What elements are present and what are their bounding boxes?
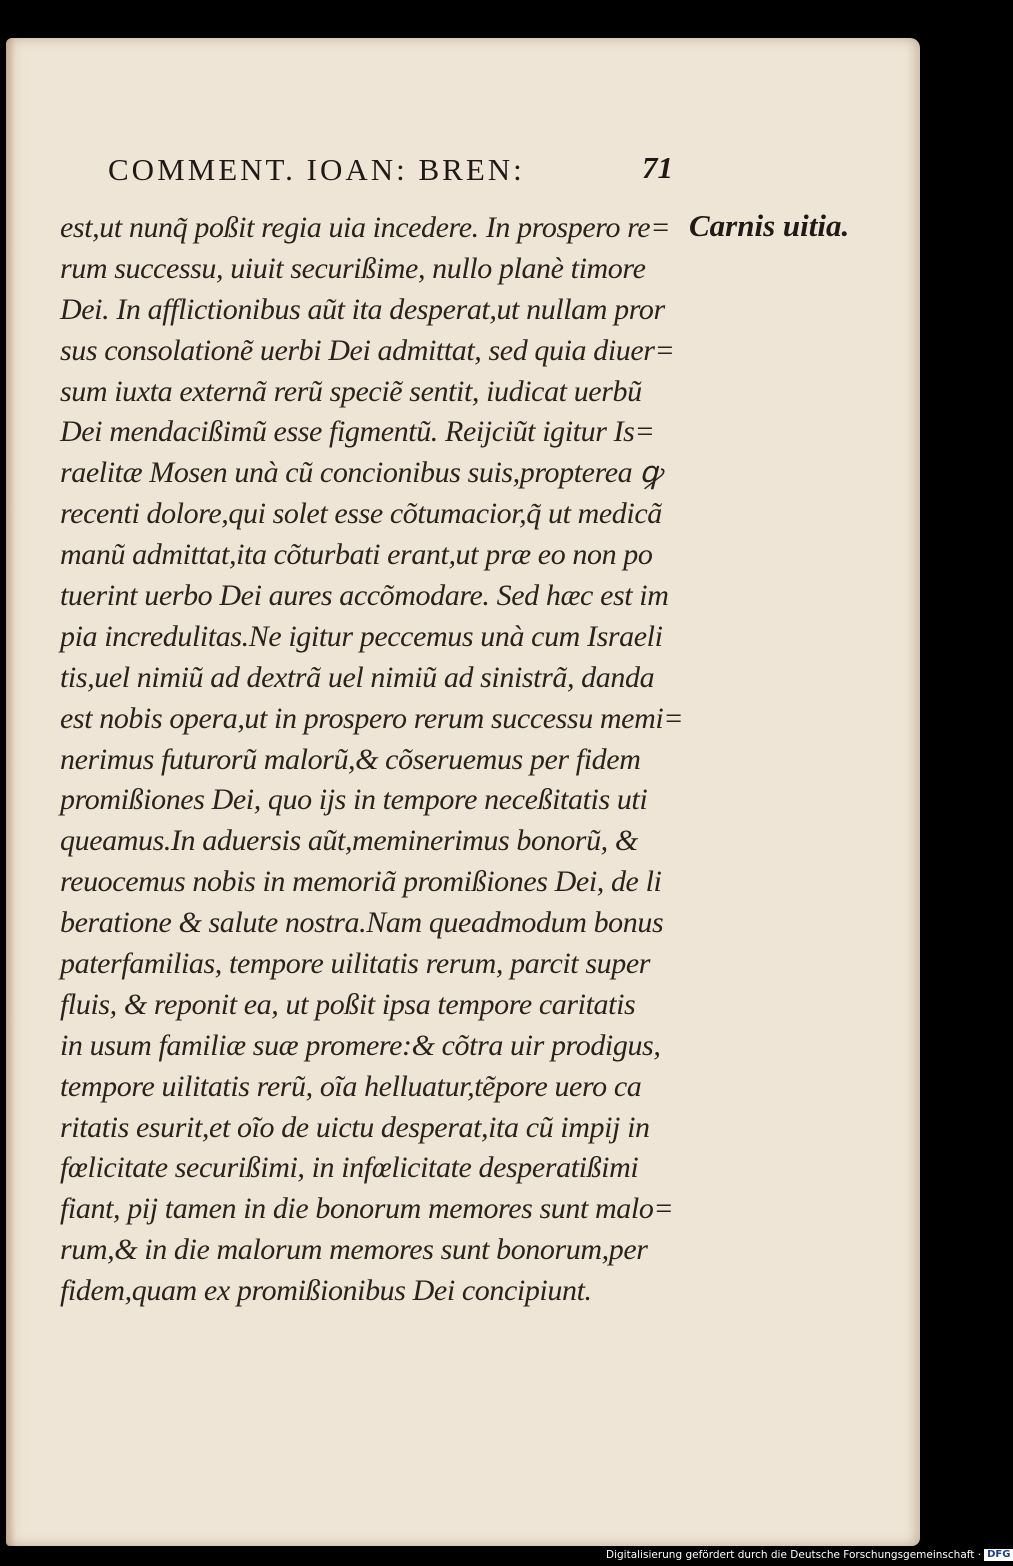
text-line: nerimus futurorũ malorũ,& cõseruemus per fidem: [60, 742, 641, 776]
text-line: sus consolationẽ uerbi Dei admittat, sed quia diuer=: [60, 333, 675, 367]
text-line: in usum familiæ suæ promere:& cõtra uir prodigus,: [60, 1028, 661, 1062]
digitization-credit: [606, 1549, 1013, 1561]
text-line: pia incredulitas.Ne igitur peccemus unà cum Israeli: [60, 619, 663, 653]
text-line: fœlicitate securißimi, in infœlicitate desperatißimi: [60, 1151, 639, 1185]
text-line: fidem,quam ex promißionibus Dei concipiunt.: [60, 1274, 592, 1308]
body-text: [60, 208, 700, 1312]
page-number: 71: [642, 150, 673, 185]
text-line: sum iuxta externã rerũ speciẽ sentit, iudicat uerbũ: [60, 374, 642, 408]
text-line: rum successu, uiuit securißime, nullo planè timore: [60, 251, 646, 285]
text-line: fiant, pij tamen in die bonorum memores sunt malo=: [60, 1192, 674, 1226]
running-head: COMMENT. IOAN: BREN:: [108, 152, 525, 187]
text-line: recenti dolore,qui solet esse cõtumacior,q̃ ut medicã: [60, 497, 662, 531]
credit-text: Digitalisierung gefördert durch die Deutsche Forschungsgemeinschaft ·: [606, 1549, 982, 1561]
book-page: [6, 38, 920, 1546]
text-line: fluis, & reponit ea, ut poßit ipsa tempore caritatis: [60, 987, 636, 1021]
text-line: beratione & salute nostra.Nam queadmodum bonus: [60, 906, 664, 940]
text-line: raelitæ Mosen unà cũ concionibus suis,propterea ꝙ: [60, 456, 662, 490]
text-line: tis,uel nimiũ ad dextrã uel nimiũ ad sinistrã, danda: [60, 660, 655, 694]
text-line: ritatis esurit,et oĩo de uictu desperat,ita cũ impij in: [60, 1110, 650, 1144]
text-line: manũ admittat,ita cõturbati erant,ut præ eo non po: [60, 538, 653, 572]
text-line: Dei. In afflictionibus aũt ita desperat,ut nullam pror: [60, 292, 665, 326]
text-line: queamus.In aduersis aũt,meminerimus bonorũ, &: [60, 824, 638, 858]
text-line: tuerint uerbo Dei aures accõmodare. Sed hæc est im: [60, 579, 669, 613]
text-line: rum,& in die malorum memores sunt bonorum,per: [60, 1233, 648, 1267]
text-line: promißiones Dei, quo ijs in tempore neceßitatis uti: [60, 783, 648, 817]
text-line: est,ut nunq̃ poßit regia uia incedere. In prospero re=: [60, 211, 671, 244]
text-line: Dei mendacißimũ esse figmentũ. Reijciũt igitur Is=: [60, 415, 655, 449]
margin-note: Carnis uitia.: [689, 208, 850, 243]
dfg-logo: DFG: [984, 1549, 1013, 1561]
text-line: est nobis opera,ut in prospero rerum successu memi=: [60, 701, 684, 735]
text-line: paterfamilias, tempore uilitatis rerum, parcit super: [60, 947, 651, 981]
text-line: tempore uilitatis rerũ, oĩa helluatur,tẽpore uero ca: [60, 1069, 642, 1103]
text-line: reuocemus nobis in memoriã promißiones Dei, de li: [60, 865, 662, 899]
